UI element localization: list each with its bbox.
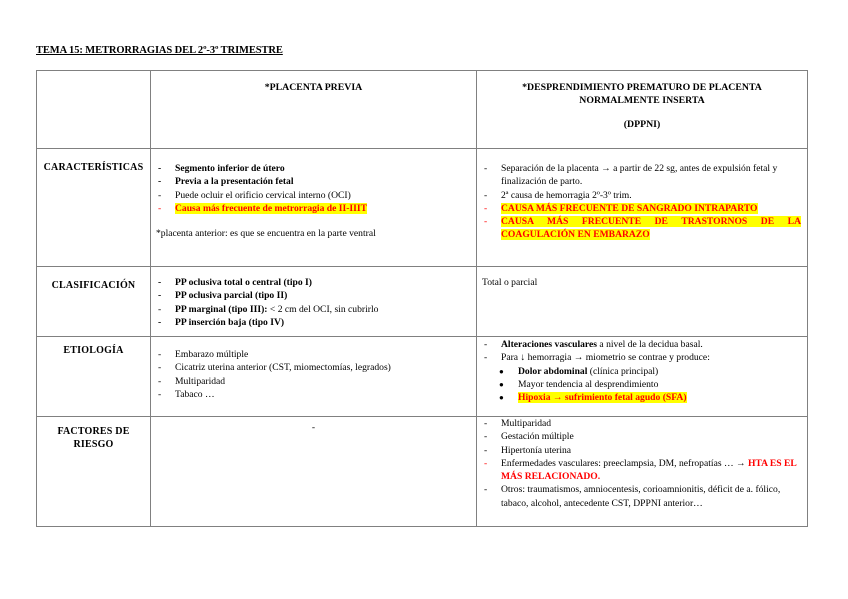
item-text: PP inserción baja (tipo IV) [175,316,285,328]
row-label-text: CLASIFICACIÓN [51,280,136,291]
list-item [156,316,472,329]
table-header-row [37,71,808,149]
pp-etiologia-cell [151,337,477,417]
row-label-etiologia [37,337,151,417]
list-item [156,175,472,188]
pp-note: *placenta anterior: es que se encuentra en la parte ventral [156,228,376,240]
item-text: Otros: traumatismos, amniocentesis, corioamnionitis, déficit de a. fólico, tabaco, alcohol, antecedente CST, DPPNI anterior… [501,484,781,509]
row-label-factores [37,417,151,527]
list-item [482,430,803,443]
pp-clasificacion-cell [151,267,477,337]
item-text: - [311,422,316,433]
item-text: Multiparidad [175,375,226,387]
document-title: TEMA 15: METRORRAGIAS DEL 2º-3º TRIMESTRE [36,45,283,56]
item-text: Separación de la placenta → a partir de 22 sg, antes de expulsión fetal y finalización de parto. [501,163,778,188]
item-text-bold: Alteraciones vasculares [501,339,598,350]
header-dppni-abbr: (DPPNI) [623,118,661,130]
item-text-bold: PP marginal (tipo III): [175,303,268,315]
item-text: Total o parcial [482,277,538,288]
item-text: Segmento inferior de útero [175,163,285,174]
row-clasificacion [37,267,808,337]
item-text: Hipertonía uterina [501,444,572,456]
item-text: Multiparidad [501,418,552,429]
pp-etiologia-list [156,348,472,401]
sublist-item [482,365,803,378]
dppni-clasificacion-cell [477,267,808,337]
item-text: 2ª causa de hemorragia 2º-3º trim. [501,189,632,201]
header-dppni-line2: NORMALMENTE INSERTA [579,95,705,107]
pp-caracteristicas-list [156,162,472,215]
row-factores [37,417,808,527]
pp-factores-cell [151,417,477,527]
sublist-item [482,378,803,391]
row-label-clasificacion [37,267,151,337]
item-text: Cicatriz uterina anterior (CST, miomectomías, legrados) [175,362,391,374]
list-item [482,483,803,510]
list-item [482,351,803,404]
list-item [482,189,801,202]
list-item-highlight [156,202,472,215]
item-text: Mayor tendencia al desprendimiento [518,378,659,390]
dppni-etiologia-sublist [482,365,803,405]
list-item [482,444,803,457]
list-item [156,276,472,289]
list-item [156,375,472,388]
item-text: PP oclusiva parcial (tipo II) [175,290,288,302]
header-dppni [477,71,808,149]
list-item [156,189,472,202]
list-item [156,303,472,316]
row-caracteristicas [37,149,808,267]
item-text: Tabaco … [175,388,215,400]
dppni-etiologia-cell [477,337,808,417]
list-item [156,348,472,361]
list-item [156,289,472,302]
header-placenta-previa-text: *PLACENTA PREVIA [264,82,363,93]
item-text: (clínica principal) [587,365,659,377]
dppni-etiologia-list [482,338,803,404]
header-dppni-line1: *DESPRENDIMIENTO PREMATURO DE PLACENTA [522,82,762,93]
list-item-highlight [482,202,801,215]
row-etiologia [37,337,808,417]
comparison-table [36,70,808,527]
highlighted-text: Causa más frecuente de metrorragia de II-IIIT [175,202,368,214]
item-text-bold: Dolor abdominal [518,365,588,377]
dppni-caracteristicas-cell [477,149,808,267]
list-item-highlight [482,215,801,242]
pp-caracteristicas-cell [151,149,477,267]
list-item [156,162,472,175]
item-text: a nivel de la decidua basal. [597,339,703,350]
list-item [482,417,803,430]
list-item [482,162,801,189]
header-empty-cell [37,71,151,149]
item-text: < 2 cm del OCI, sin cubrirlo [269,303,379,315]
sublist-item [482,391,803,404]
list-item [156,388,472,401]
item-text: Puede ocluir el orificio cervical interno (OCI) [175,189,351,201]
dppni-caracteristicas-list [482,162,801,242]
item-text: Enfermedades vasculares: preeclampsia, DM, nefropatías … → [501,457,748,469]
header-placenta-previa [151,71,477,149]
row-label-text: ETIOLOGÍA [63,345,124,356]
dppni-factores-cell [477,417,808,527]
item-text: Gestación múltiple [501,431,574,443]
row-label-text: CARACTERÍSTICAS [43,162,144,173]
highlighted-text: Hipoxia → sufrimiento fetal agudo (SFA) [518,392,687,404]
list-item [482,338,803,351]
row-label-text: RIESGO [73,439,114,451]
highlighted-text: CAUSA MÁS FRECUENTE DE SANGRADO INTRAPARTO [501,202,758,214]
row-label-caracteristicas [37,149,151,267]
row-label-text: FACTORES DE [57,426,130,437]
highlighted-text: CAUSA MÁS FRECUENTE DE TRASTORNOS DE LA COAGULACIÓN EN EMBARAZO [501,216,801,241]
list-item [156,361,472,374]
item-text: Para ↓ hemorragia → miometrio se contrae y produce: [501,352,710,364]
red-bold-text: HTA ES EL MÁS RELACIONADO. [501,457,797,483]
item-text: Embarazo múltiple [175,349,249,360]
item-text: Previa a la presentación fetal [175,176,294,188]
item-text: PP oclusiva total o central (tipo I) [175,277,312,288]
list-item [482,457,803,484]
dppni-factores-list [482,417,803,510]
pp-clasificacion-list [156,276,472,329]
